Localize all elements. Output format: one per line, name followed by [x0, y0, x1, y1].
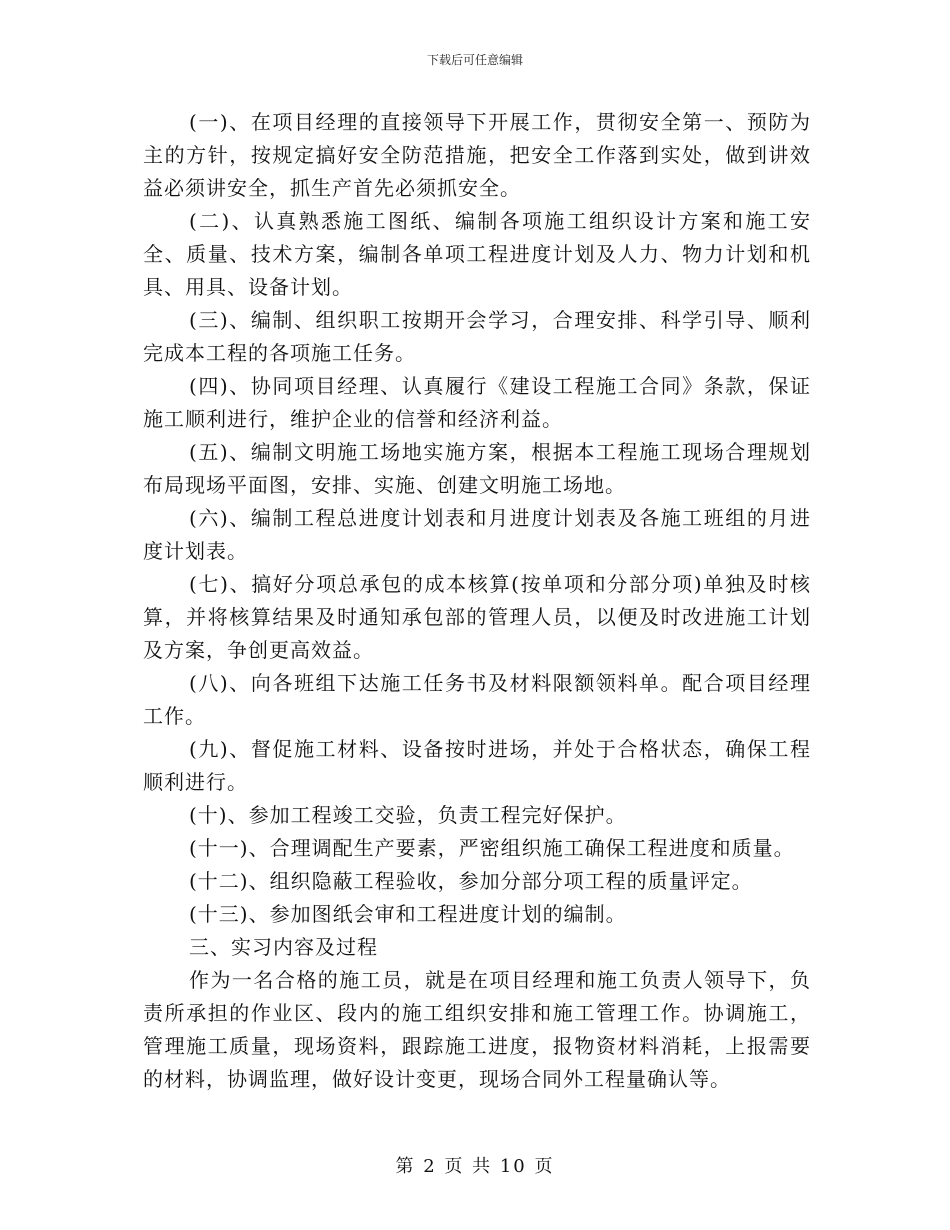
section-paragraph: 作为一名合格的施工员，就是在项目经理和施工负责人领导下，负责所承担的作业区、段内的施工组织安排和施工管理工作。协调施工，管理施工质量，现场资料，跟踪施工进度，报物资材料消耗，上报需要的材料，协调监理，做好设计变更，现场合同外工程量确认等。: [143, 968, 811, 1091]
duty-item-8: (八)、向各班组下达施工任务书及材料限额领料单。配合项目经理工作。: [143, 671, 811, 728]
duty-item-3: (三)、编制、组织职工按期开会学习，合理安排、科学引导、顺利完成本工程的各项施工任务。: [143, 308, 811, 365]
duty-item-13: (十三)、参加图纸会审和工程进度计划的编制。: [189, 902, 627, 926]
duty-item-9: (九)、督促施工材料、设备按时进场，并处于合格状态，确保工程顺利进行。: [143, 737, 811, 794]
duty-item-1: (一)、在项目经理的直接领导下开展工作，贯彻安全第一、预防为主的方针，按规定搞好安全防范措施，把安全工作落到实处，做到讲效益必须讲安全，抓生产首先必须抓安全。: [143, 110, 811, 200]
duty-item-4: (四)、协同项目经理、认真履行《建设工程施工合同》条款，保证施工顺利进行，维护企业的信誉和经济利益。: [143, 374, 811, 431]
duty-item-12: (十二)、组织隐蔽工程验收，参加分部分项工程的质量评定。: [189, 869, 753, 893]
duty-item-2: (二)、认真熟悉施工图纸、编制各项施工组织设计方案和施工安全、质量、技术方案，编制各单项工程进度计划及人力、物力计划和机具、用具、设备计划。: [143, 209, 811, 299]
page-number: 第 2 页 共 10 页: [395, 1156, 555, 1177]
section-heading: 三、实习内容及过程: [189, 935, 378, 959]
duty-item-6: (六)、编制工程总进度计划表和月进度计划表及各施工班组的月进度计划表。: [143, 506, 811, 563]
page-header: 下载后可任意编辑: [426, 53, 523, 67]
duty-item-11: (十一)、合理调配生产要素，严密组织施工确保工程进度和质量。: [189, 836, 795, 860]
document-body: [143, 106, 811, 1096]
duty-item-10: (十)、参加工程竣工交验，负责工程完好保护。: [189, 803, 627, 827]
duty-item-7: (七)、搞好分项总承包的成本核算(按单项和分部分项)单独及时核算，并将核算结果及时通知承包部的管理人员，以便及时改进施工计划及方案，争创更高效益。: [143, 572, 811, 662]
duty-item-5: (五)、编制文明施工场地实施方案，根据本工程施工现场合理规划布局现场平面图，安排、实施、创建文明施工场地。: [143, 440, 811, 497]
